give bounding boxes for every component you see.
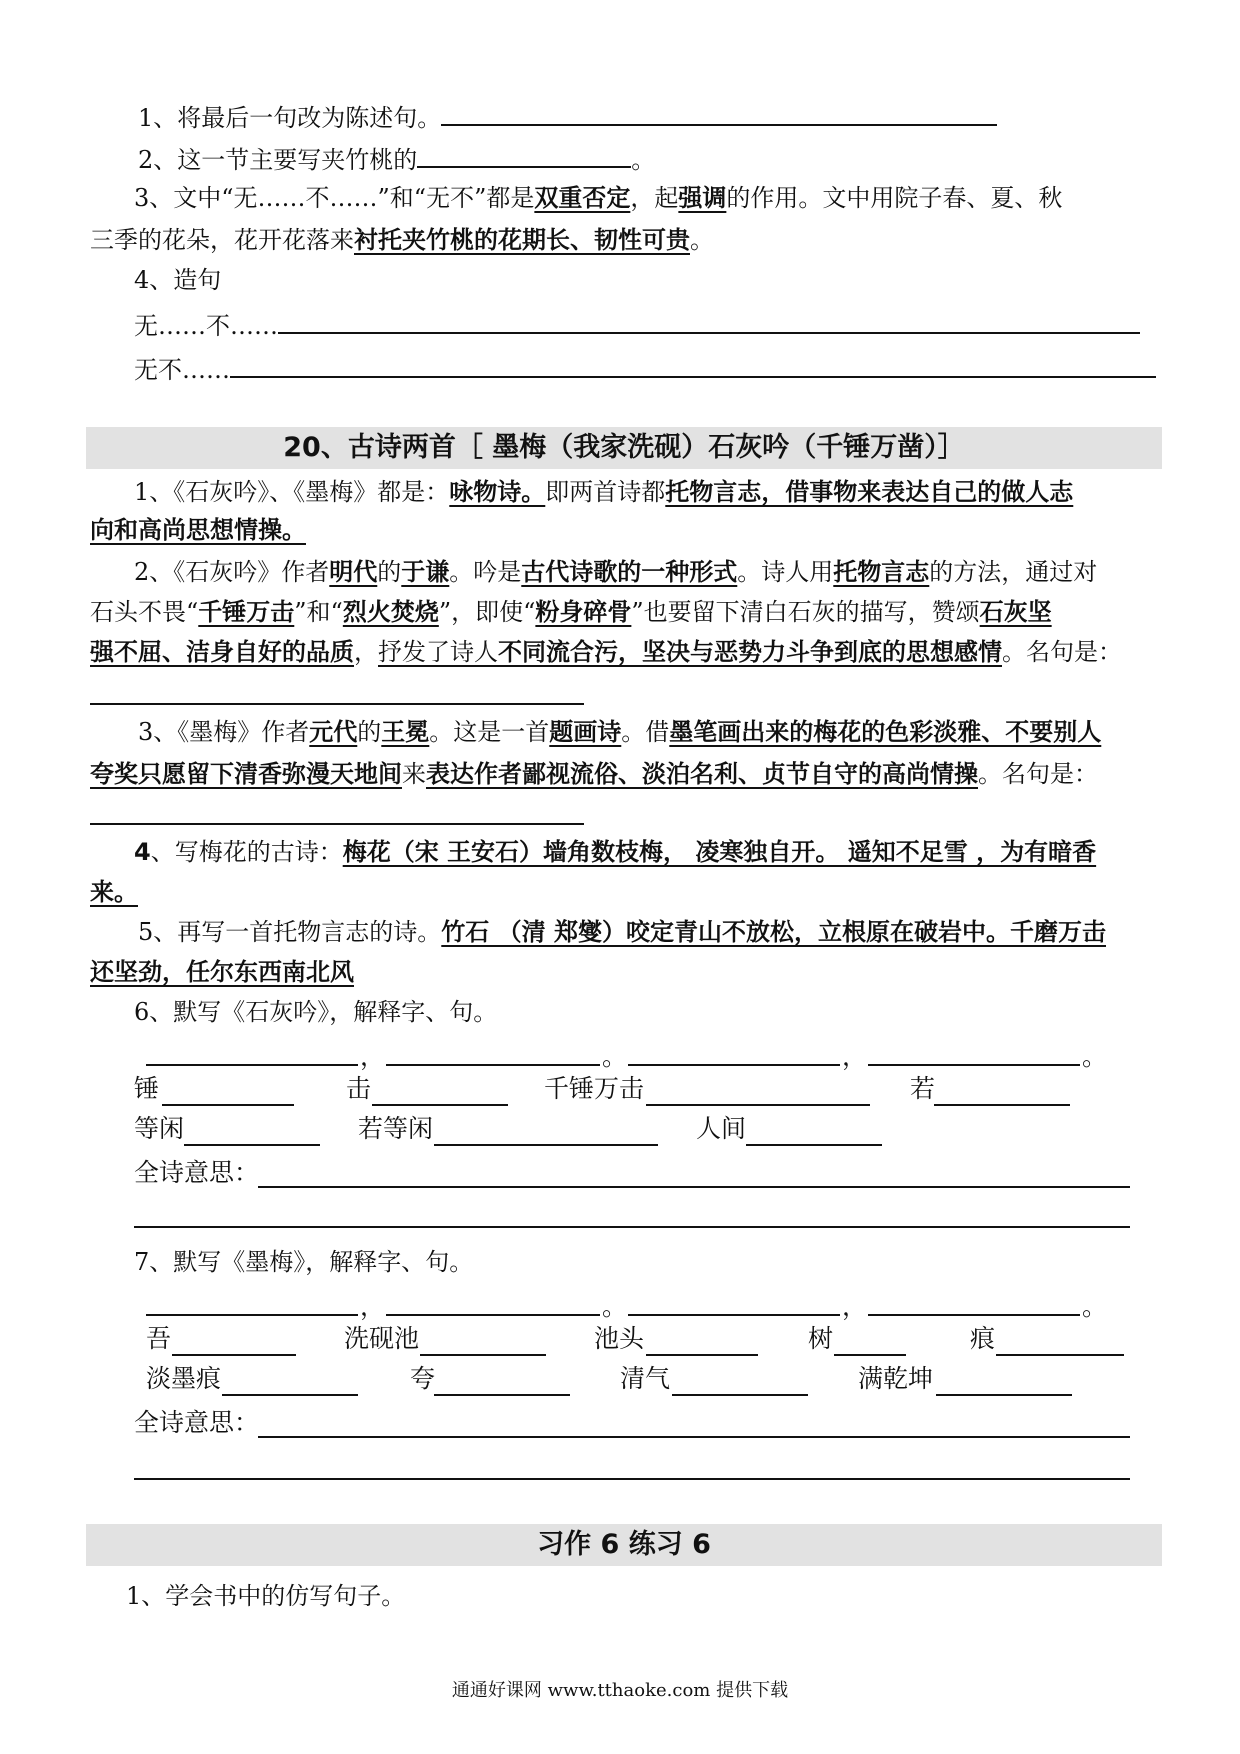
para-1-line-2: 向和高尚思想情操。: [90, 516, 306, 544]
para-1-line-1: 1、《石灰吟》、《墨梅》都是：咏物诗。即两首诗都托物言志，借事物来表达自己的做人志: [134, 478, 1074, 506]
comma: ，: [360, 1042, 386, 1071]
question-4: 4、造句: [134, 266, 222, 294]
answer-blank[interactable]: [996, 1354, 1124, 1356]
poem-meaning-label: 全诗意思：: [134, 1158, 260, 1187]
question-7: 7、默写《墨梅》，解释字、句。: [134, 1248, 474, 1276]
answer-blank[interactable]: [162, 1104, 294, 1106]
para-5-line-1: 5、再写一首托物言志的诗。竹石 （清 郑燮）咬定青山不放松，立根原在破岩中。千磨万击: [138, 918, 1106, 946]
para-2-line-2: 石头不畏“千锤万击”和“烈火焚烧”，即使“粉身碎骨”也要留下清白石灰的描写，赞颂石灰坚: [90, 598, 1052, 626]
comma: ，: [842, 1292, 868, 1321]
para-5-line-2: 还坚劲，任尔东西南北风: [90, 958, 354, 986]
answer-blank[interactable]: [646, 1104, 870, 1106]
answer-blank[interactable]: [372, 1104, 508, 1106]
answer-line[interactable]: [134, 1226, 1130, 1228]
answer-blank[interactable]: [434, 1144, 658, 1146]
answer-blank[interactable]: [936, 1394, 1072, 1396]
para-2-line-3: 强不屈、洁身自好的品质，抒发了诗人不同流合污，坚决与恶势力斗争到底的思想感情。名句是：: [90, 638, 1122, 666]
word-label: 夸: [410, 1364, 436, 1393]
word-label: 等闲: [134, 1114, 185, 1143]
section-6-item-1: 1、学会书中的仿写句子。: [126, 1582, 406, 1610]
word-label: 池头: [594, 1324, 645, 1353]
word-label: 树: [808, 1324, 834, 1353]
question-1: 1、将最后一句改为陈述句。: [138, 98, 997, 136]
question-2: 2、这一节主要写夹竹桃的 。: [138, 140, 655, 178]
poem-line-blank[interactable]: [628, 1314, 840, 1316]
question-3-line-2: 三季的花朵，花开花落来衬托夹竹桃的花期长、韧性可贵。: [90, 226, 714, 254]
poem-line-blank[interactable]: [628, 1064, 840, 1066]
answer-blank[interactable]: [672, 1394, 808, 1396]
para-3-line-1: 3、《墨梅》作者元代的王冕。这是一首题画诗。借墨笔画出来的梅花的色彩淡雅、不要别人: [138, 718, 1102, 746]
sentence-prompt-2: 无不……: [134, 350, 1156, 388]
period: 。: [1082, 1292, 1108, 1321]
answer-line[interactable]: [134, 1478, 1130, 1480]
word-label: 锤: [134, 1074, 160, 1103]
para-3-line-2: 夸奖只愿留下清香弥漫天地间来表达作者鄙视流俗、淡泊名利、贞节自守的高尚情操。名句是：: [90, 760, 1098, 788]
answer-blank[interactable]: [441, 98, 997, 126]
section-title-6: 习作 6 练习 6: [537, 1529, 711, 1560]
poem-line-blank[interactable]: [386, 1314, 600, 1316]
poem-line-blank[interactable]: [386, 1064, 600, 1066]
period: 。: [1082, 1042, 1108, 1071]
word-label: 痕: [970, 1324, 996, 1353]
answer-blank[interactable]: [222, 1394, 358, 1396]
word-label: 洗砚池: [344, 1324, 420, 1353]
answer-blank[interactable]: [746, 1144, 882, 1146]
para-4-line-1: 4、写梅花的古诗：梅花（宋 王安石）墙角数枝梅， 凌寒独自开。 遥知不足雪 ，为有暗香: [134, 838, 1097, 866]
poem-line-blank[interactable]: [146, 1064, 358, 1066]
answer-blank[interactable]: [434, 1394, 570, 1396]
answer-blank[interactable]: [417, 140, 631, 168]
word-label: 若: [910, 1074, 936, 1103]
answer-line[interactable]: [258, 1186, 1130, 1188]
period: 。: [602, 1292, 628, 1321]
poem-meaning-label: 全诗意思：: [134, 1408, 260, 1437]
section-title-20: 20、古诗两首［ 墨梅（我家洗砚）石灰吟（千锤万凿）］: [283, 432, 965, 463]
word-label: 吾: [146, 1324, 172, 1353]
para-4-line-2: 来。: [90, 878, 138, 906]
question-6: 6、默写《石灰吟》，解释字、句。: [134, 998, 498, 1026]
word-label: 清气: [620, 1364, 671, 1393]
question-3-line-1: 3、文中“无……不……”和“无不”都是双重否定，起强调的作用。文中用院子春、夏、秋: [134, 184, 1063, 212]
sentence-prompt-1: 无……不……: [134, 306, 1140, 344]
comma: ，: [842, 1042, 868, 1071]
word-label: 淡墨痕: [146, 1364, 222, 1393]
poem-line-blank[interactable]: [868, 1314, 1080, 1316]
answer-line[interactable]: [90, 823, 584, 825]
answer-blank[interactable]: [230, 350, 1156, 378]
answer-blank[interactable]: [420, 1354, 546, 1356]
answer-blank[interactable]: [834, 1354, 906, 1356]
answer-line[interactable]: [90, 703, 584, 705]
word-label: 击: [346, 1074, 372, 1103]
word-label: 人间: [696, 1114, 747, 1143]
answer-blank[interactable]: [934, 1104, 1070, 1106]
answer-blank[interactable]: [646, 1354, 758, 1356]
answer-line[interactable]: [258, 1436, 1130, 1438]
poem-line-blank[interactable]: [146, 1314, 358, 1316]
period: 。: [602, 1042, 628, 1071]
answer-blank[interactable]: [184, 1144, 320, 1146]
poem-line-blank[interactable]: [868, 1064, 1080, 1066]
word-label: 若等闲: [358, 1114, 434, 1143]
para-2-line-1: 2、《石灰吟》作者明代的于谦。吟是古代诗歌的一种形式。诗人用托物言志的方法，通过对: [134, 558, 1098, 586]
answer-blank[interactable]: [172, 1354, 296, 1356]
answer-blank[interactable]: [278, 306, 1140, 334]
word-label: 千锤万击: [544, 1074, 645, 1103]
comma: ，: [360, 1292, 386, 1321]
footer-credit: 通通好课网 www.tthaoke.com 提供下载: [451, 1680, 789, 1701]
word-label: 满乾坤: [858, 1364, 934, 1393]
